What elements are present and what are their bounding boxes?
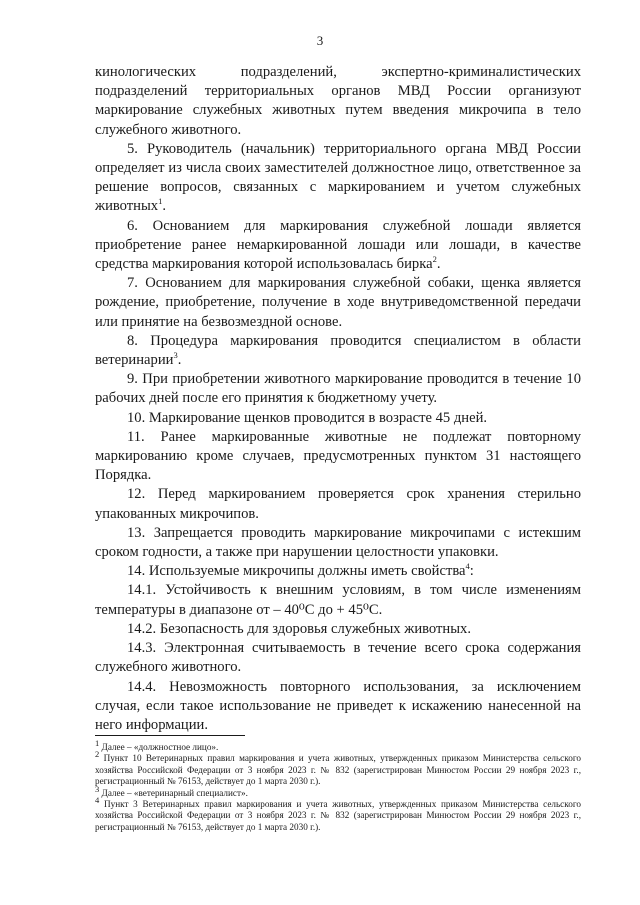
- paragraph: [95, 217, 581, 275]
- paragraph-text: 14.2. Безопасность для здоровья служебных животных.: [127, 620, 471, 637]
- paragraph-text: 10. Маркирование щенков проводится в возрасте 45 дней.: [127, 409, 488, 426]
- paragraph: [95, 63, 581, 140]
- body-text: [95, 63, 581, 735]
- paragraph-text: 13. Запрещается проводить маркирование микрочипами с истекшим сроком годности, а также при нарушении целостности упаковки.: [95, 524, 581, 561]
- footnote-list: [95, 737, 581, 833]
- paragraph-text: 6. Основанием для маркирования служебной лошади является приобретение ранее немаркированной лошади или лошади, в качестве средства маркирования которой использовалась бирка: [95, 217, 581, 273]
- footnote-ref: 1: [158, 196, 163, 207]
- footnote-text: Далее – «должностное лицо».: [99, 742, 219, 752]
- paragraph-tail: .: [436, 256, 441, 273]
- paragraph-text: кинологических подразделений, экспертно-криминалистических подразделений территориальных органов МВД России организуют маркирование служебных животных путем введения микрочипа в тело служебного животного.: [95, 64, 581, 138]
- paragraph: [95, 140, 581, 217]
- footnote-ref: 4: [465, 561, 470, 572]
- paragraph: [95, 409, 581, 428]
- paragraph: [95, 524, 581, 562]
- paragraph: [95, 370, 581, 408]
- footnote: [95, 783, 581, 799]
- footnote-number: 1: [95, 737, 100, 748]
- paragraph-tail: :: [469, 563, 474, 580]
- footnote: [95, 794, 581, 833]
- footnote-ref: 3: [173, 350, 178, 361]
- paragraph: [95, 562, 581, 581]
- paragraph-text: 8. Процедура маркирования проводится специалистом в области ветеринарии: [95, 332, 581, 369]
- paragraph: [95, 428, 581, 486]
- paragraph: [95, 581, 581, 619]
- paragraph-text: 14.4. Невозможность повторного использования, за исключением случая, если такое использование не приведет к искажению нанесенной на него информации.: [95, 678, 581, 733]
- footnote-text: Пункт 10 Ветеринарных правил маркирования и учета животных, утвержденных приказом Министерства сельского хозяйства Российской Федерации от 3 ноября 2023 г. № 832 (зарегистрирован Минюстом России 29 ноября 2023 г., регистрационный № 76153, действует до 1 марта 2030 г.).: [95, 753, 581, 787]
- footnote-number: 4: [95, 794, 100, 805]
- footnote-number: 3: [95, 783, 100, 794]
- paragraph-text: 9. При приобретении животного маркирование проводится в течение 10 рабочих дней после его принятия к бюджетному учету.: [95, 371, 581, 407]
- paragraph-text: 14.3. Электронная считываемость в течение всего срока содержания служебного животного.: [95, 640, 581, 676]
- paragraph-text: 12. Перед маркированием проверяется срок хранения стерильно упакованных микрочипов.: [95, 486, 581, 522]
- footnote: [95, 749, 581, 787]
- paragraph: [95, 620, 581, 639]
- paragraph: [95, 332, 581, 370]
- paragraph: [95, 639, 581, 677]
- paragraph: [95, 485, 581, 523]
- paragraph: [95, 678, 581, 736]
- paragraph-text: 11. Ранее маркированные животные не подлежат повторному маркированию кроме случаев, предусмотренных пунктом 31 настоящего Порядка.: [95, 428, 581, 484]
- paragraph-tail: .: [177, 352, 182, 369]
- paragraph-text: 14.1. Устойчивость к внешним условиям, в том числе изменениям температуры в диапазоне от – 40⁰С до + 45⁰С.: [95, 582, 581, 618]
- paragraph-tail: .: [162, 198, 166, 215]
- footnote: [95, 737, 581, 753]
- page-number: 3: [316, 33, 324, 48]
- footnotes: [95, 735, 581, 833]
- paragraph: [95, 274, 581, 332]
- paragraph-text: 7. Основанием для маркирования служебной собаки, щенка является рождение, приобретение, получение в ходе внутриведомственной передачи или принятие на безвозмездной основе.: [95, 275, 581, 330]
- footnote-number: 2: [95, 749, 100, 760]
- paragraph-text: 5. Руководитель (начальник) территориального органа МВД России определяет из числа своих заместителей должностное лицо, ответственное за решение вопросов, связанных с маркированием и учетом служебных животных: [95, 140, 581, 215]
- footnote-separator: [95, 735, 245, 736]
- footnote-text: Пункт 3 Ветеринарных правил маркирования и учета животных, утвержденных приказом Министерства сельского хозяйства Российской Федерации от 3 ноября 2023 г. № 832 (зарегистрирован Минюстом России 29 ноября 2023 г., регистрационный № 76153, действует до 1 марта 2030 г.).: [95, 799, 581, 832]
- paragraph-text: 14. Используемые микрочипы должны иметь свойства: [127, 563, 466, 580]
- footnote-ref: 2: [432, 254, 437, 265]
- footnote-text: Далее – «ветеринарный специалист».: [99, 787, 248, 798]
